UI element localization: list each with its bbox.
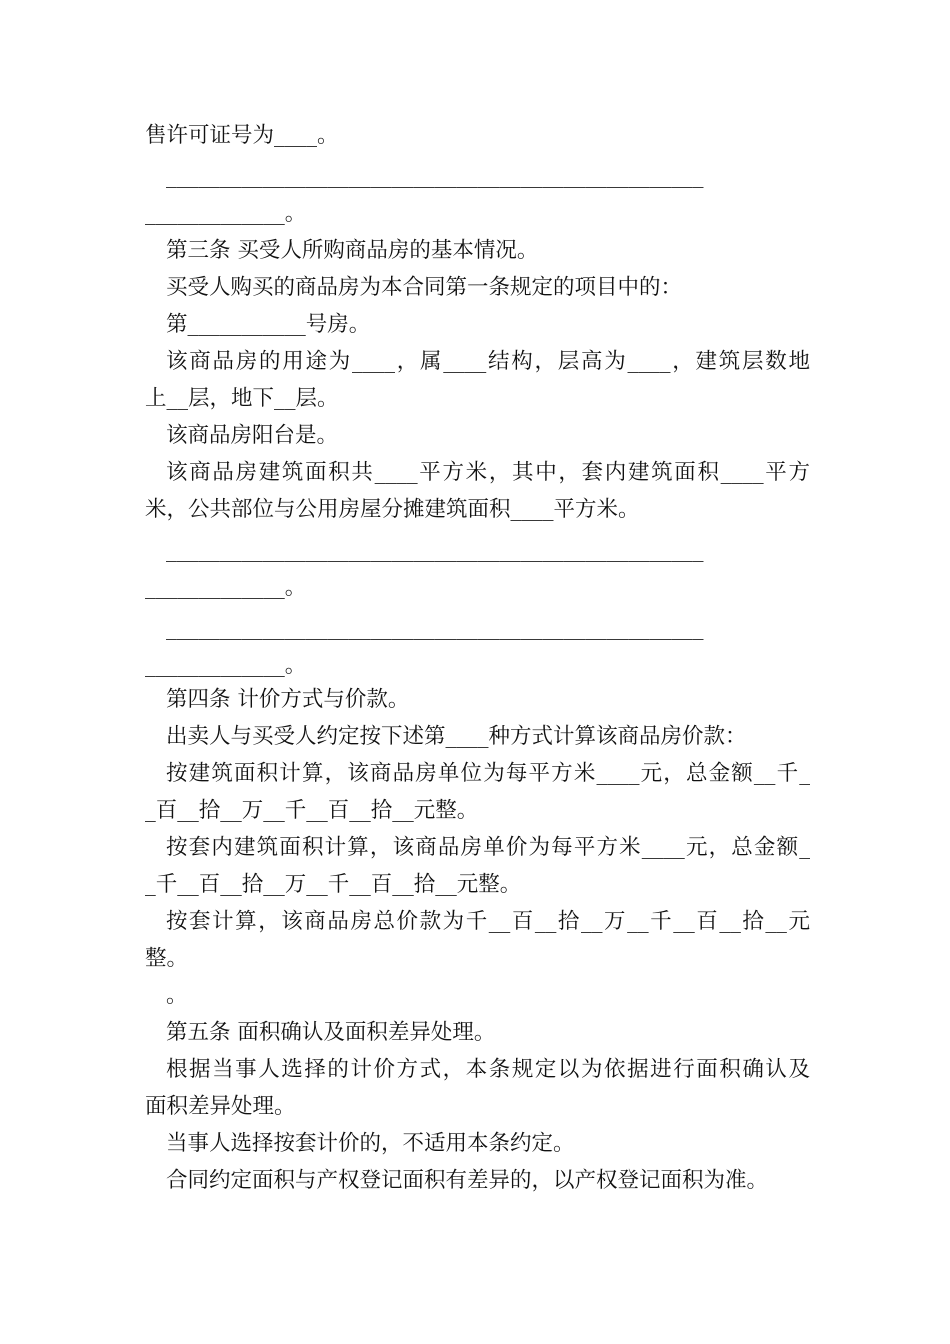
text-line: __________________________________________________ [166,164,704,189]
text-line: 合同约定面积与产权登记面积有差异的，以产权登记面积为准。 [166,1168,769,1193]
text-line: __________________________________________________ [166,538,704,563]
text-line: 当事人选择按套计价的，不适用本条约定。 [166,1131,575,1156]
text-line: 售许可证号为____。 [145,123,339,148]
text-line: 出卖人与买受人约定按下述第____种方式计算该商品房价款： [166,724,747,749]
text-line: 按套计算，该商品房总价款为千__百__拾__万__千__百__拾__元 [166,909,810,934]
text-line: 第___________号房。 [166,312,371,337]
text-line: _____________。 [145,653,307,678]
text-line: 买受人购买的商品房为本合同第一条规定的项目中的： [166,275,683,300]
text-line: _千__百__拾__万__千__百__拾__元整。 [145,872,522,897]
text-line: 该商品房的用途为____，属____结构，层高为____，建筑层数地 [166,349,810,374]
text-line: _____________。 [145,201,307,226]
text-line: 该商品房建筑面积共____平方米，其中，套内建筑面积____平方 [166,460,810,485]
text-line: _百__拾__万__千__百__拾__元整。 [145,798,479,823]
text-line: 按建筑面积计算，该商品房单位为每平方米____元，总金额__千_ [166,761,810,786]
text-line: 上__层，地下__层。 [145,386,339,411]
text-line: 第四条 计价方式与价款。 [166,687,410,712]
text-line: 。 [166,983,188,1008]
text-line: 该商品房阳台是。 [166,423,339,448]
text-line: _____________。 [145,575,307,600]
text-line: __________________________________________________ [166,616,704,641]
text-line: 米，公共部位与公用房屋分摊建筑面积____平方米。 [145,497,640,522]
text-line: 按套内建筑面积计算，该商品房单价为每平方米____元，总金额_ [166,835,810,860]
text-line: 根据当事人选择的计价方式，本条规定以为依据进行面积确认及 [166,1057,810,1082]
text-line: 第五条 面积确认及面积差异处理。 [166,1020,496,1045]
text-line: 第三条 买受人所购商品房的基本情况。 [166,238,539,263]
text-line: 整。 [145,946,189,971]
text-line: 面积差异处理。 [145,1094,296,1119]
